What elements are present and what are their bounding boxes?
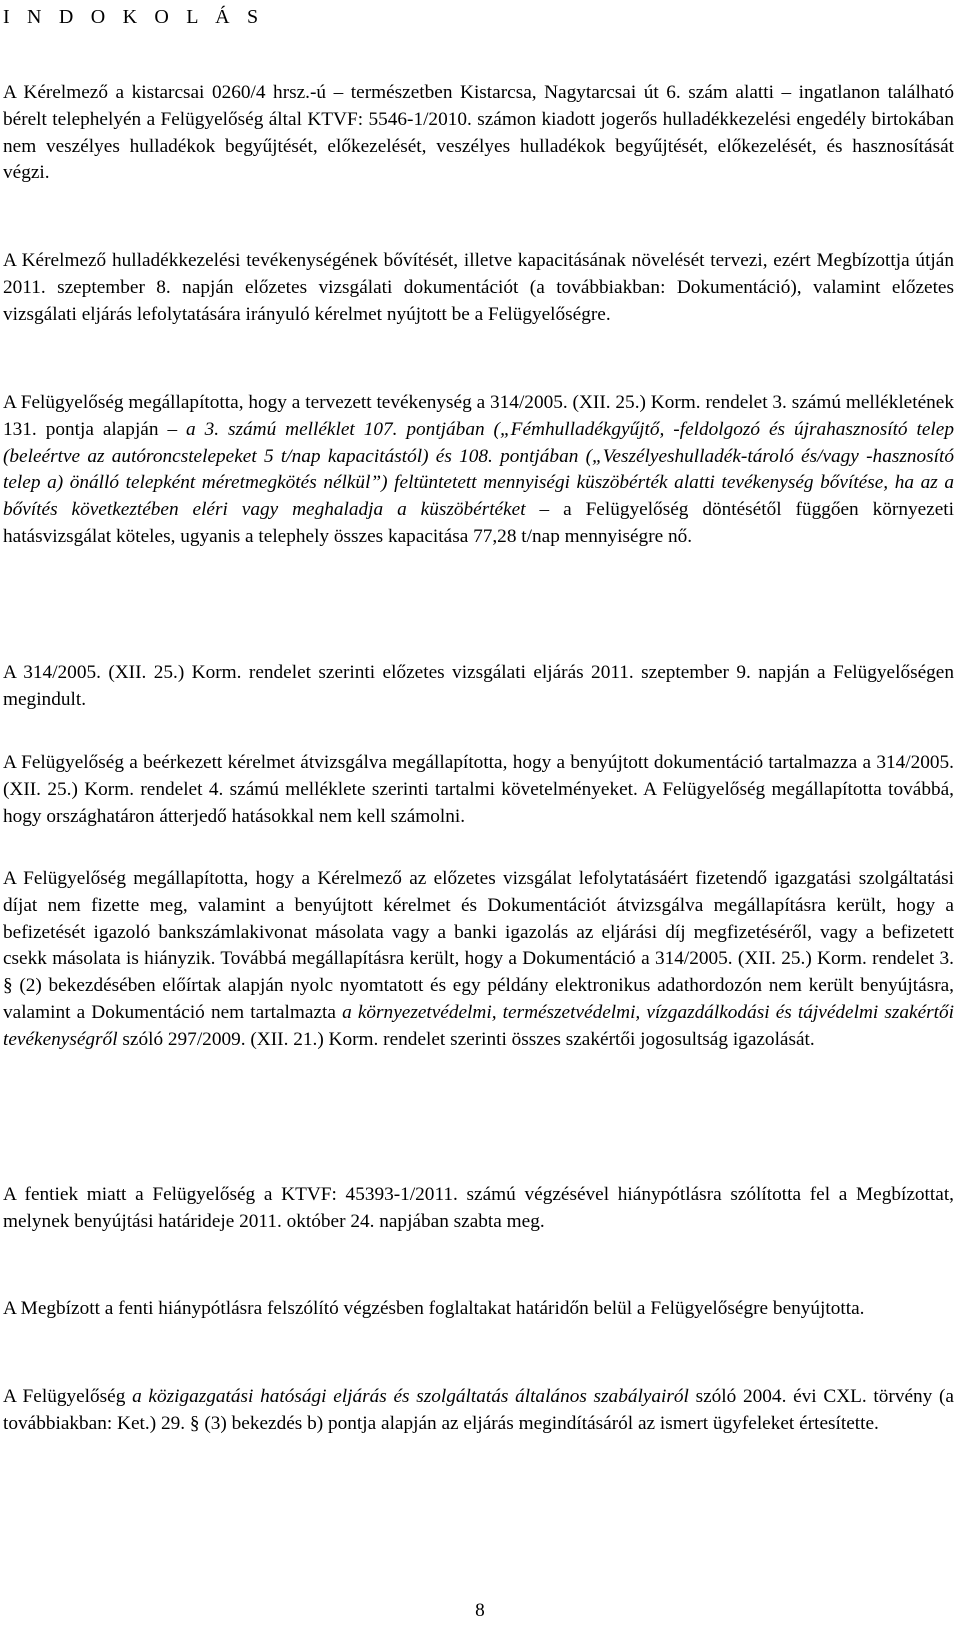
paragraph-7 (3, 1182, 954, 1236)
italic-text-run: a 3. számú melléklet 107. pontjában („Fémhulladékgyűjtő, -feldolgozó és újrahasznosító telep (beleértve az autóroncstelepeket 5 t/nap kapacitástól) és 108. pontjában („Veszélyeshulladék-tároló és/vagy -hasznosító telep a) önálló telepként méretmegkötés nélkül”) feltüntetett mennyiségi küszöbérték alatti tevékenység bővítése, ha az a bővítés következtében eléri vagy meghaladja a küszöbértéket (3, 418, 954, 521)
text-run: A Felügyelőség megállapította, hogy a Kérelmező az előzetes vizsgálat lefolytatásáért fizetendő igazgatási szolgáltatási díjat nem fizette meg, valamint a benyújtott kérelmet és Dokumentációt átvizsgálva megállapításra került, hogy a befizetését igazoló bankszámlakivonat másolata vagy a banki igazolás az eljárási díj megfizetéséről, vagy a befizetett csekk másolata is hiányzik. Továbbá megállapításra került, hogy a Dokumentáció a 314/2005. (XII. 25.) Korm. rendelet 3. § (2) bekezdésében előírtak alapján nyolc nyomtatott és egy példány elektronikus adathordozón nem került benyújtásra, valamint a Dokumentáció nem tartalmazta (3, 868, 954, 1023)
document-title: I N D O K O L Á S (3, 6, 265, 28)
paragraph-2 (3, 248, 954, 328)
text-run: A Kérelmező hulladékkezelési tevékenységének bővítését, illetve kapacitásának növelését tervezi, ezért Megbízottja útján 2011. szeptember 8. napján előzetes vizsgálati dokumentációt (a továbbiakban: Dokumentáció), valamint előzetes vizsgálati eljárás lefolytatására irányuló kérelmet nyújtott be a Felügyelőségre. (3, 250, 954, 325)
paragraph-9 (3, 1384, 954, 1438)
paragraph-3 (3, 390, 954, 551)
text-run: A Felügyelőség megállapította, hogy a tervezett tevékenység a 314/2005. (XII. 25.) Korm. rendelet 3. számú mellékletének 131. pontja alapján – (3, 392, 954, 440)
text-run: A Megbízott a fenti hiánypótlásra felszólító végzésben foglaltakat határidőn belül a Felügyelőségre benyújtotta. (3, 1298, 865, 1319)
paragraph-6 (3, 866, 954, 1054)
text-run: A 314/2005. (XII. 25.) Korm. rendelet szerinti előzetes vizsgálati eljárás 2011. szeptember 9. napján a Felügyelőségen megindult. (3, 662, 954, 710)
paragraph-4 (3, 660, 954, 714)
italic-text-run: a közigazgatási hatósági eljárás és szolgáltatás általános szabályairól (132, 1386, 689, 1407)
page-number: 8 (475, 1600, 485, 1621)
text-run: A Felügyelőség a beérkezett kérelmet átvizsgálva megállapította, hogy a benyújtott dokumentáció tartalmazza a 314/2005. (XII. 25.) Korm. rendelet 4. számú melléklete szerinti tartalmi követelményeket. A Felügyelőség megállapította továbbá, hogy országhatáron átterjedő hatásokkal nem kell számolni. (3, 752, 954, 827)
paragraph-1 (3, 80, 954, 187)
italic-text-run: a környezetvédelmi, természetvédelmi, vízgazdálkodási és tájvédelmi szakértői tevékenységről (3, 1001, 954, 1050)
text-run: szóló 2004. évi CXL. törvény (a továbbiakban: Ket.) 29. § (3) bekezdés b) pontja alapján az eljárás megindításáról az ismert ügyfeleket értesítette. (3, 1386, 954, 1434)
text-run: A Kérelmező a kistarcsai 0260/4 hrsz.-ú – természetben Kistarcsa, Nagytarcsai út 6. szám alatti – ingatlanon található bérelt telephelyén a Felügyelőség által KTVF: 5546-1/2010. számon kiadott jogerős hulladékkezelési engedély birtokában nem veszélyes hulladékok begyűjtését, előkezelését, veszélyes hulladékok begyűjtését, előkezelését, és hasznosítását végzi. (3, 82, 954, 184)
text-run: A fentiek miatt a Felügyelőség a KTVF: 45393-1/2011. számú végzésével hiánypótlásra szólította fel a Megbízottat, melynek benyújtási határideje 2011. október 24. napjában szabta meg. (3, 1184, 954, 1232)
text-run: A Felügyelőség (3, 1386, 133, 1407)
text-run: – a Felügyelőség döntésétől függően környezeti hatásvizsgálat köteles, ugyanis a telephely összes kapacitása 77,28 t/nap mennyiségre nő. (3, 499, 954, 547)
text-run: szóló 297/2009. (XII. 21.) Korm. rendelet szerinti összes szakértői jogosultság igazolását. (117, 1028, 815, 1050)
paragraph-8 (3, 1296, 954, 1323)
paragraph-5 (3, 750, 954, 830)
